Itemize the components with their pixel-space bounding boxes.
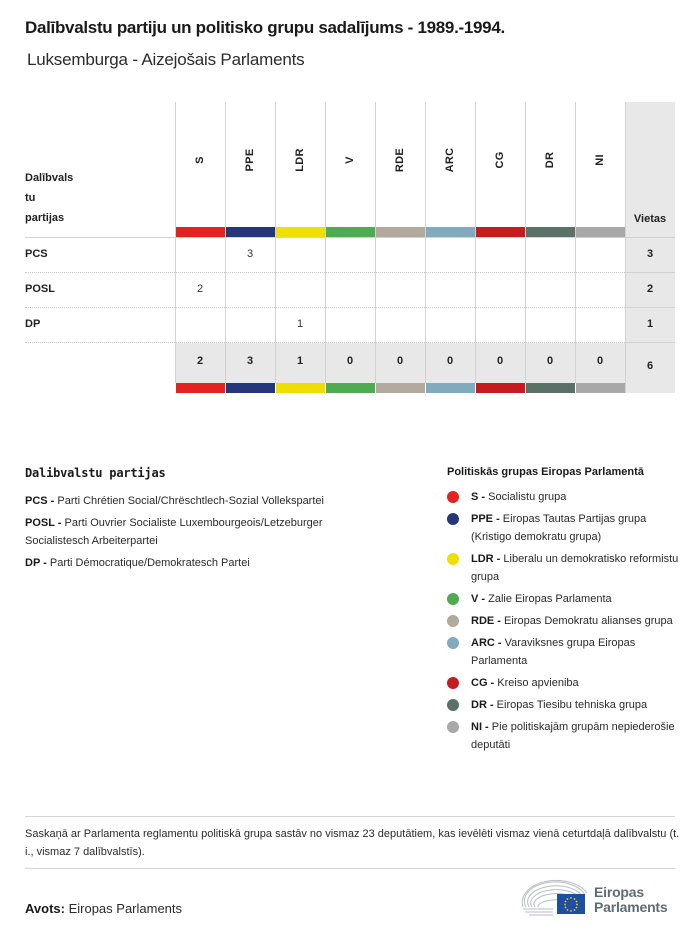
group-legend-item <box>447 550 682 586</box>
total-seats-cell: 6 <box>646 360 654 372</box>
column-header-label: PPE <box>244 148 256 172</box>
group-legend-item <box>447 488 682 506</box>
total-cell: 0 <box>496 355 504 367</box>
column-header-v <box>325 102 375 227</box>
color-dot-icon <box>447 615 459 627</box>
color-dot-icon <box>447 637 459 649</box>
row-label-dp: DP <box>25 318 41 330</box>
color-dot-icon <box>447 553 459 565</box>
row-seats-cell: 3 <box>646 248 654 260</box>
logo-text <box>594 885 667 915</box>
party-code: DP - <box>25 557 47 569</box>
logo-line: Eiropas <box>594 884 644 900</box>
group-code: ARC - <box>471 637 502 649</box>
row-label-posl: POSL <box>25 283 55 295</box>
column-header-label: S <box>194 156 206 164</box>
party-legend-item <box>25 554 425 572</box>
group-name: Varaviksnes grupa Eiropas Parlamenta <box>471 637 636 667</box>
total-cell: 0 <box>546 355 554 367</box>
group-color-bar-rde <box>376 383 425 393</box>
total-cell: 0 <box>596 355 604 367</box>
column-header-label: DR <box>544 151 556 169</box>
group-color-bar-ldr <box>276 227 325 237</box>
column-header-label: V <box>344 156 356 164</box>
table-cell: 3 <box>246 248 254 260</box>
group-color-bar-v <box>326 227 375 237</box>
group-color-bar-ni <box>576 227 625 237</box>
vietas-header: Vietas <box>633 213 667 225</box>
note-divider <box>25 868 675 869</box>
color-dot-icon <box>447 513 459 525</box>
row-divider <box>625 342 675 343</box>
group-name: Eiropas Tiesibu tehniska grupa <box>493 699 648 711</box>
group-legend-item <box>447 612 682 630</box>
group-color-bar-dr <box>526 383 575 393</box>
seat-distribution-table <box>25 102 675 393</box>
row-divider <box>25 342 625 343</box>
column-header-label: RDE <box>394 147 406 173</box>
party-legend-item <box>25 492 425 510</box>
group-name: Eiropas Tautas Partijas grupa (Kristigo demokratu grupa) <box>471 513 647 543</box>
row-seats-cell: 1 <box>646 318 654 330</box>
total-cell: 3 <box>246 355 254 367</box>
row-header-line: tu <box>25 192 36 204</box>
source-line <box>25 901 182 916</box>
color-dot-icon <box>447 699 459 711</box>
group-code: NI - <box>471 721 489 733</box>
group-color-bar-rde <box>376 227 425 237</box>
party-code: PCS - <box>25 495 55 507</box>
row-header-label <box>25 168 85 228</box>
group-code: DR - <box>471 699 494 711</box>
group-name: Eiropas Demokratu alianses grupa <box>500 615 673 627</box>
total-cell: 0 <box>446 355 454 367</box>
column-header-rde <box>375 102 425 227</box>
group-name: Liberalu un demokratisko reformistu grupa <box>471 553 679 583</box>
group-legend-title: Politiskās grupas Eiropas Parlamentā <box>447 466 644 478</box>
group-legend-item <box>447 718 682 754</box>
row-header-line: partijas <box>25 212 65 224</box>
group-color-bar-ppe <box>226 383 275 393</box>
group-name: Zalie Eiropas Parlamenta <box>485 593 612 605</box>
group-name: Kreiso apvieniba <box>494 677 579 689</box>
group-color-bar-s <box>176 227 225 237</box>
european-parliament-logo <box>521 879 681 919</box>
group-legend-item <box>447 634 682 670</box>
group-code: LDR - <box>471 553 501 565</box>
table-cell: 2 <box>196 283 204 295</box>
group-color-bar-s <box>176 383 225 393</box>
group-color-bar-cg <box>476 227 525 237</box>
column-header-label: NI <box>594 154 606 166</box>
group-color-bar-dr <box>526 227 575 237</box>
row-seats-cell: 2 <box>646 283 654 295</box>
table-cell: 1 <box>296 318 304 330</box>
group-code: PPE - <box>471 513 500 525</box>
party-name: Parti Chrétien Social/Chrëschtlech-Sozial Vollekspartei <box>54 495 324 507</box>
group-color-bar-ldr <box>276 383 325 393</box>
logo-line: Parlaments <box>594 899 668 915</box>
group-code: V - <box>471 593 486 605</box>
hemicycle-icon <box>521 879 593 919</box>
color-dot-icon <box>447 721 459 733</box>
total-cell: 2 <box>196 355 204 367</box>
group-color-bar-ni <box>576 383 625 393</box>
column-header-ni <box>575 102 625 227</box>
group-legend-item <box>447 510 682 546</box>
source-value: Eiropas Parlaments <box>64 901 183 916</box>
group-code: S - <box>471 491 486 503</box>
column-header-dr <box>525 102 575 227</box>
group-name: Socialistu grupa <box>485 491 567 503</box>
row-header-line: Dalībvals <box>25 172 74 184</box>
group-color-bar-arc <box>426 383 475 393</box>
party-legend-title: Dalibvalstu partijas <box>25 466 166 480</box>
group-code: CG - <box>471 677 495 689</box>
footnote: Saskaņā ar Parlamenta reglamentu politiskā grupa sastāv no vismaz 23 deputātiem, kas ievēlēti vismaz vienā ceturtdaļā dalībvalstu (t. i., vismaz 7 dalībvalstīs). <box>25 828 680 858</box>
group-name: Pie politiskajām grupām nepiederošie deputāti <box>471 721 675 751</box>
page-subtitle: Luksemburga - Aizejošais Parlaments <box>27 50 305 69</box>
column-header-label: ARC <box>444 147 456 173</box>
column-header-cg <box>475 102 525 227</box>
row-divider <box>625 272 675 273</box>
source-label: Avots: <box>25 901 65 916</box>
group-color-bar-ppe <box>226 227 275 237</box>
row-divider <box>625 307 675 308</box>
party-name: Parti Démocratique/Demokratesch Partei <box>46 557 250 569</box>
party-legend-item <box>25 514 365 550</box>
group-color-bar-cg <box>476 383 525 393</box>
group-legend-item <box>447 696 682 714</box>
page-title: Dalībvalstu partiju un politisko grupu sadalījums - 1989.-1994. <box>25 18 505 37</box>
party-code: POSL - <box>25 517 62 529</box>
group-legend <box>447 466 682 758</box>
row-divider <box>25 307 625 308</box>
column-header-label: LDR <box>294 148 306 172</box>
group-legend-item <box>447 674 682 692</box>
party-legend <box>25 466 425 576</box>
column-header-s <box>175 102 225 227</box>
column-header-arc <box>425 102 475 227</box>
group-color-bar-v <box>326 383 375 393</box>
color-dot-icon <box>447 593 459 605</box>
total-cell: 0 <box>396 355 404 367</box>
column-header-ppe <box>225 102 275 227</box>
column-header-label: CG <box>494 151 506 169</box>
group-color-bar-arc <box>426 227 475 237</box>
party-name: Parti Ouvrier Socialiste Luxembourgeois/Letzeburger Socialistesch Arbeiterpartei <box>25 517 323 547</box>
total-cell: 1 <box>296 355 304 367</box>
column-header-ldr <box>275 102 325 227</box>
color-dot-icon <box>447 491 459 503</box>
group-code: RDE - <box>471 615 501 627</box>
row-label-pcs: PCS <box>25 248 48 260</box>
header-divider <box>25 237 675 238</box>
note-divider <box>25 816 675 817</box>
color-dot-icon <box>447 677 459 689</box>
total-cell: 0 <box>346 355 354 367</box>
group-legend-item <box>447 590 682 608</box>
row-divider <box>25 272 625 273</box>
